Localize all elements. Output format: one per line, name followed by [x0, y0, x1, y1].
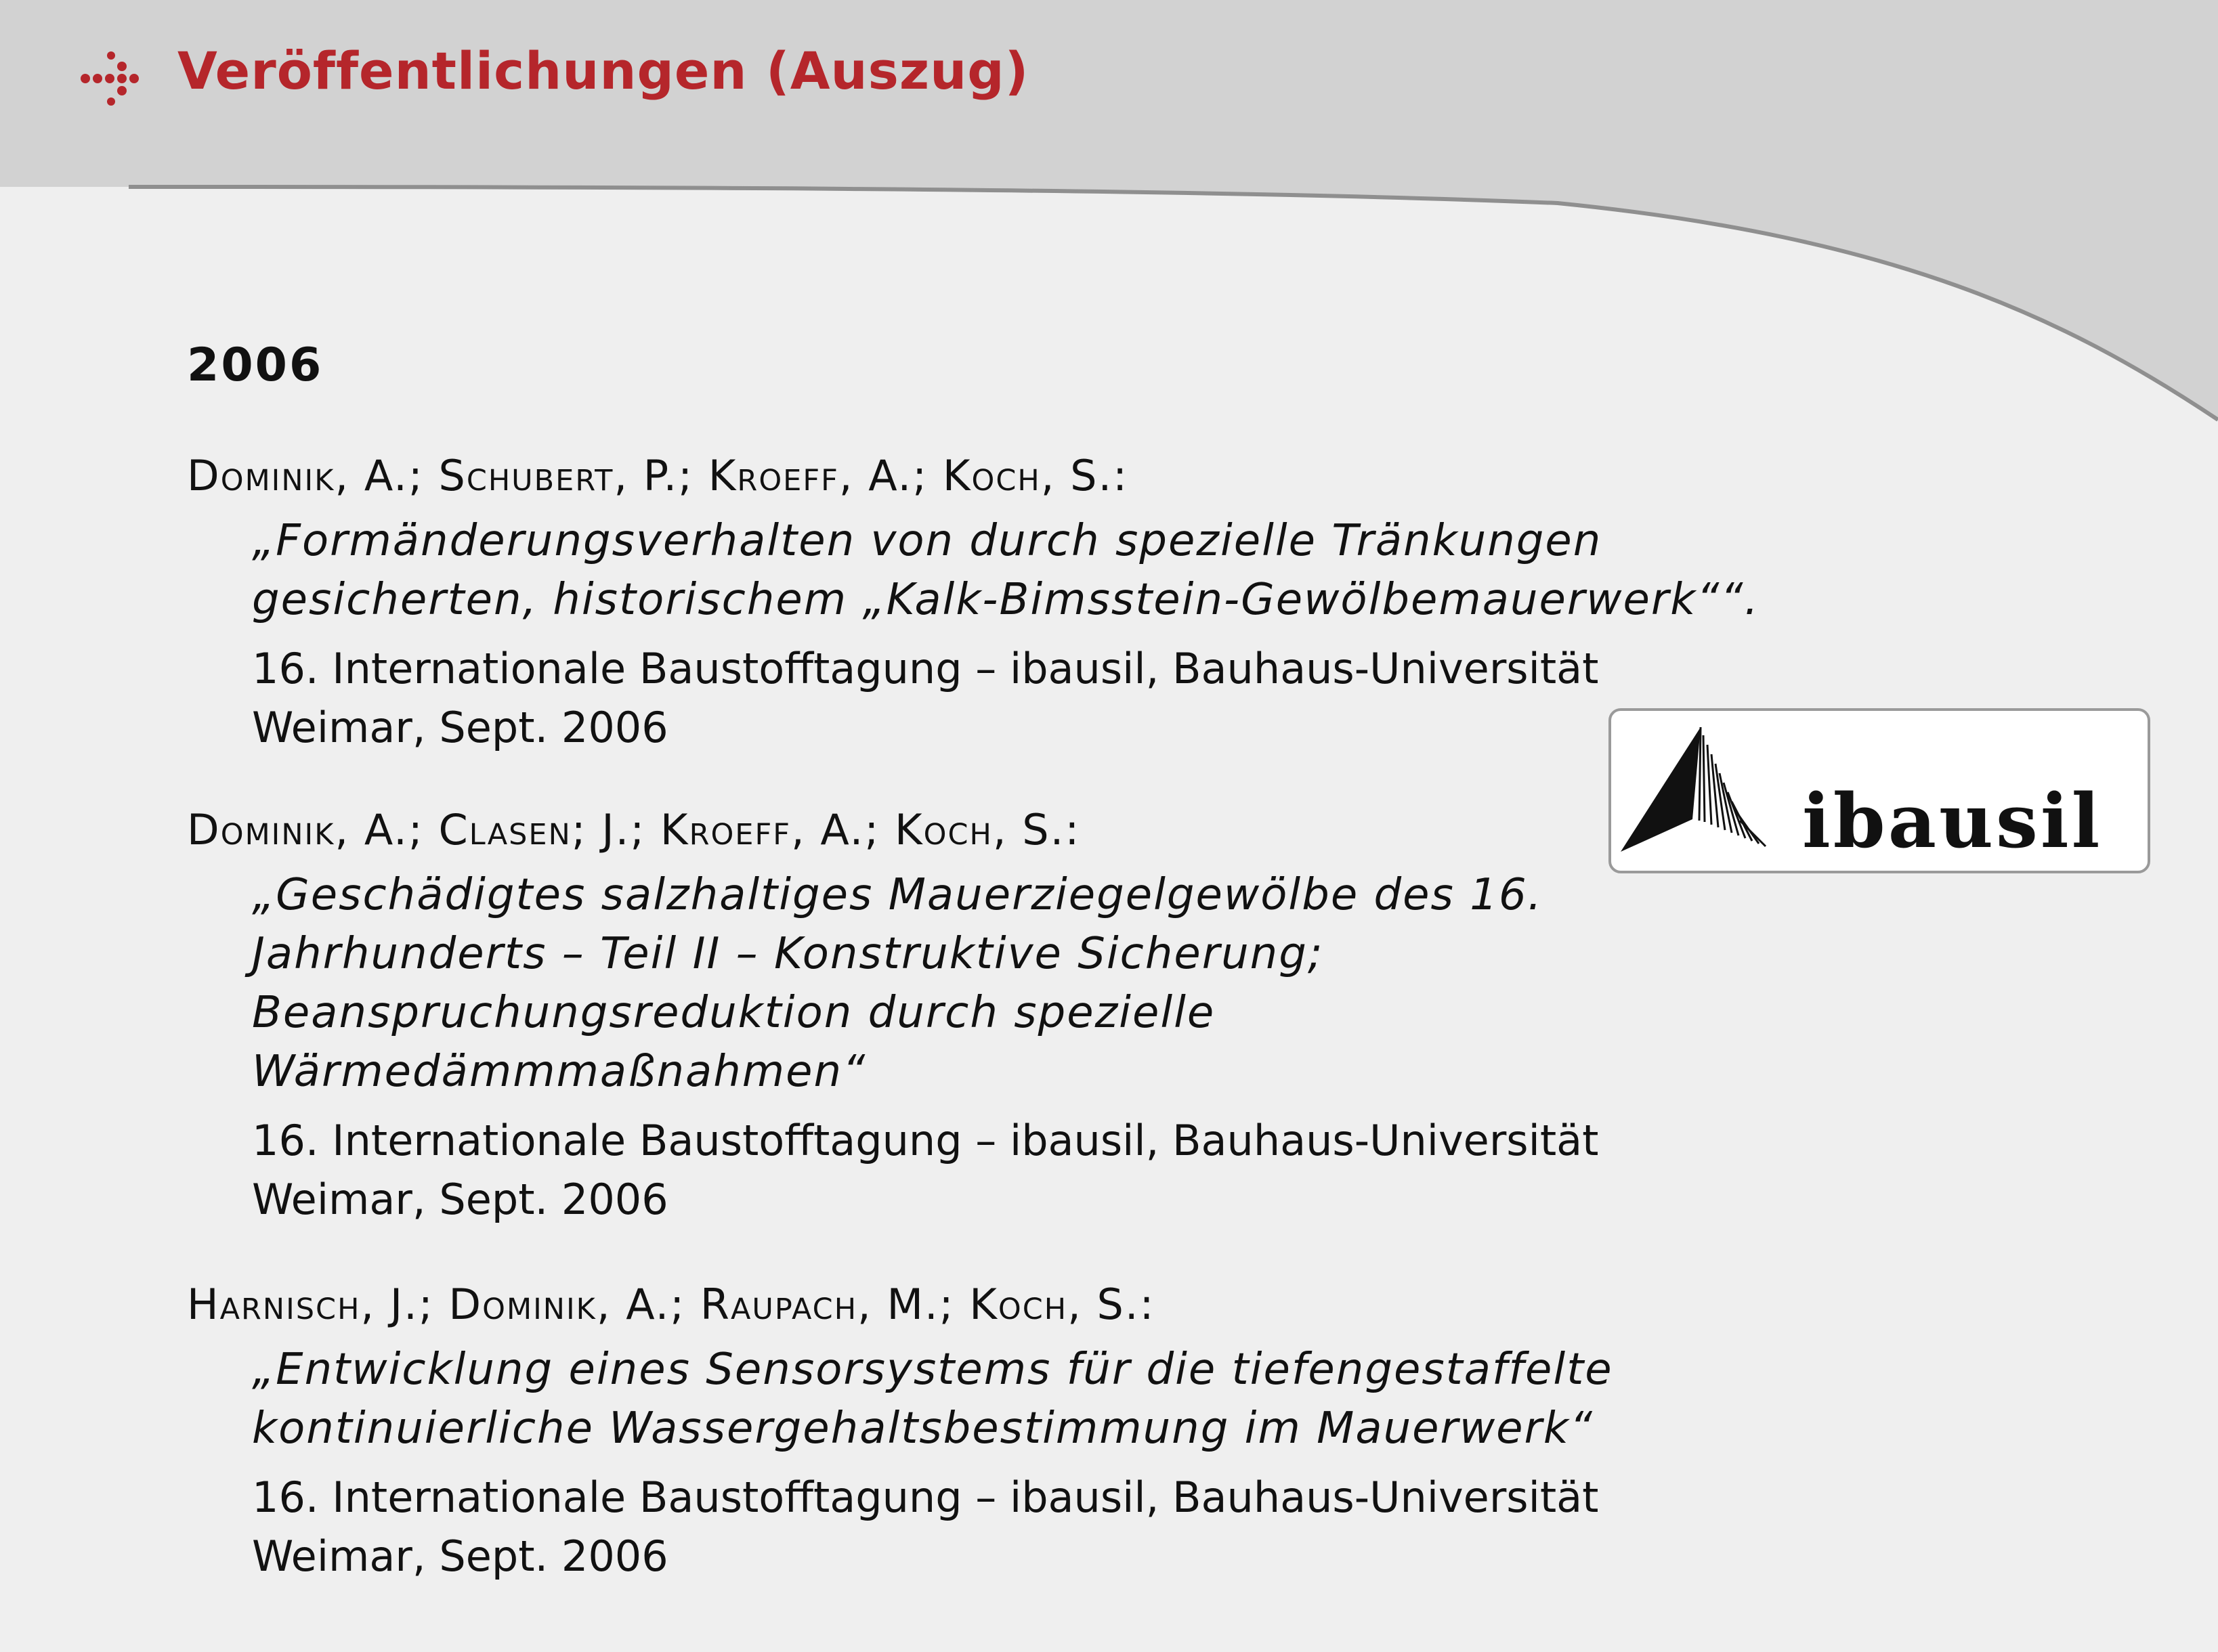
- page-title: Veröffentlichungen (Auszug): [177, 41, 1029, 101]
- ibausil-triangle-logo-icon: [1617, 719, 1772, 861]
- publication-venue: 16. Internationale Baustofftagung – ibausil, Bauhaus-Universität Weimar, Sept. 2006: [252, 1116, 1599, 1224]
- year-heading: 2006: [187, 339, 324, 392]
- publication-authors: Harnisch, J.; Dominik, A.; Raupach, M.; Koch, S.:: [187, 1280, 1155, 1329]
- ibausil-logo: [1608, 708, 2150, 873]
- publication-entry: [187, 801, 1785, 1229]
- publication-title: „Geschädigtes salzhaltiges Mauerziegelgewölbe des 16. Jahrhunderts – Teil II – Konstruktive Sicherung; Beanspruchungsreduktion durch spezielle Wärmedämmmaßnahmen“: [252, 870, 1543, 1097]
- logo-wordmark: ibausil: [1802, 777, 2103, 865]
- publication-title: „Formänderungsverhalten von durch spezielle Tränkungen gesicherten, historischem „Kalk-Bimsstein-Gewölbemauerwerk““.: [252, 516, 1760, 625]
- publication-venue: 16. Internationale Baustofftagung – ibausil, Bauhaus-Universität Weimar, Sept. 2006: [252, 1473, 1599, 1581]
- publication-title: „Entwicklung eines Sensorsystems für die tiefengestaffelte kontinuierliche Wassergehaltsbestimmung im Mauerwerk“: [252, 1345, 1613, 1454]
- publication-venue: 16. Internationale Baustofftagung – ibausil, Bauhaus-Universität Weimar, Sept. 2006: [252, 644, 1599, 752]
- publication-entry: [187, 447, 1785, 757]
- publication-authors: Dominik, A.; Schubert, P.; Kroeff, A.; Koch, S.:: [187, 451, 1129, 500]
- publication-entry: [187, 1276, 1785, 1586]
- dotted-arrow-icon: [80, 51, 148, 106]
- publication-authors: Dominik, A.; Clasen; J.; Kroeff, A.; Koch, S.:: [187, 805, 1081, 854]
